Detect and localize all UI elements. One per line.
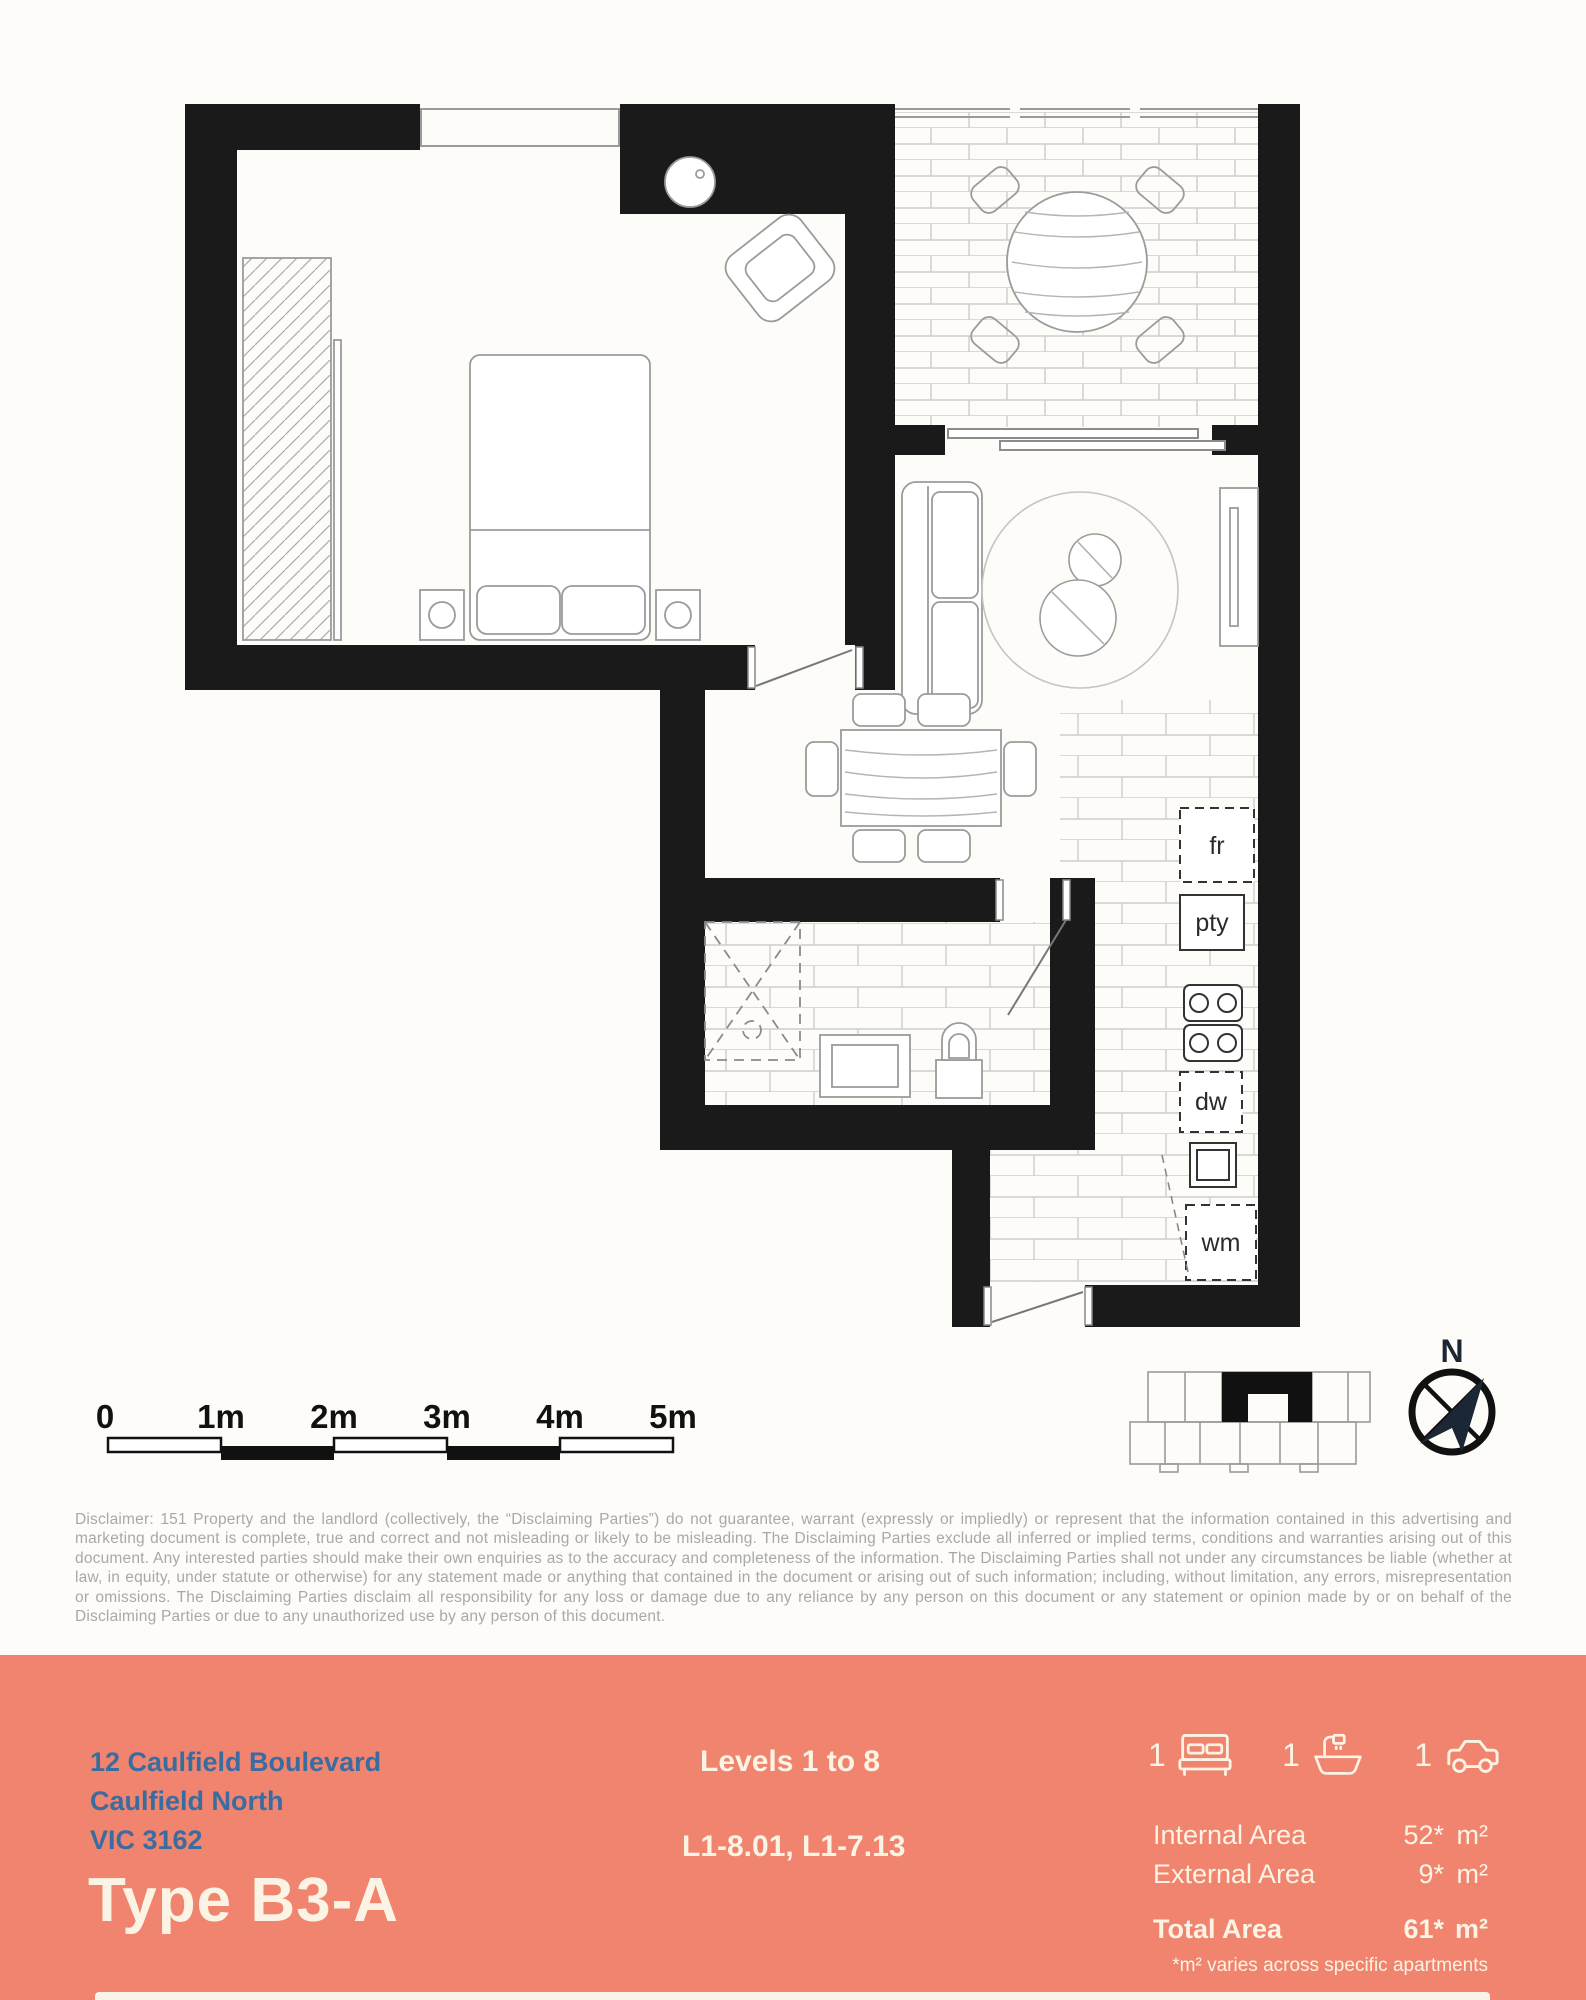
area-unit: m²	[1455, 1914, 1488, 1944]
bed	[470, 355, 650, 640]
area-value: 9*	[1418, 1859, 1444, 1889]
footer-panel	[0, 1655, 1586, 2000]
scale-bar	[96, 1398, 697, 1460]
entry-door	[984, 1287, 1092, 1325]
scale-label: 0	[95, 1398, 115, 1435]
key-plan-unit-highlight	[1222, 1372, 1312, 1422]
car-count: 1	[1414, 1736, 1432, 1773]
scale-label: 4m	[536, 1398, 584, 1435]
address-line: 12 Caulfield Boulevard	[90, 1747, 382, 1777]
sink	[1190, 1143, 1236, 1187]
area-label: Total Area	[1153, 1914, 1283, 1944]
coffee-tables	[1040, 534, 1121, 656]
car-count-item	[1414, 1732, 1500, 1778]
bedroom-count	[1148, 1731, 1232, 1779]
total-area-row	[1153, 1914, 1488, 1953]
bedroom-window	[420, 109, 620, 146]
area-value: 61*	[1403, 1914, 1444, 1944]
north-label: N	[1440, 1333, 1464, 1369]
internal-area-row	[1153, 1820, 1488, 1859]
balcony-table	[1007, 192, 1147, 332]
fridge-label: fr	[1209, 832, 1225, 860]
levels-label: Levels 1 to 8	[700, 1745, 881, 1778]
address-line: VIC 3162	[90, 1825, 203, 1855]
bath-count: 1	[1282, 1736, 1300, 1773]
sofa	[902, 482, 982, 714]
area-unit: m²	[1456, 1820, 1488, 1850]
north-arrow-icon	[1412, 1333, 1492, 1452]
balcony-sliding-door	[948, 429, 1225, 450]
bedroom-door	[748, 647, 863, 688]
key-plan	[1130, 1372, 1370, 1472]
toilet	[936, 1023, 982, 1098]
vanity	[820, 1035, 910, 1097]
wardrobe	[243, 258, 341, 640]
bed-count: 1	[1148, 1736, 1166, 1773]
scale-label: 3m	[423, 1398, 471, 1435]
scale-label: 1m	[197, 1398, 245, 1435]
dining-table	[841, 730, 1001, 826]
area-table	[1153, 1820, 1488, 1953]
area-value: 52*	[1403, 1820, 1444, 1850]
scale-label: 2m	[310, 1398, 358, 1435]
bedroom-side-table	[665, 157, 715, 207]
area-label: Internal Area	[1153, 1820, 1307, 1850]
address-line: Caulfield North	[90, 1786, 284, 1816]
page-bottom-strip	[95, 1992, 1490, 2000]
apartment-numbers: L1-8.01, L1-7.13	[682, 1830, 906, 1863]
dishwasher-label: dw	[1195, 1088, 1227, 1116]
car-icon	[1444, 1732, 1500, 1778]
area-label: External Area	[1153, 1859, 1316, 1889]
disclaimer-text: Disclaimer: 151 Property and the landlord (collectively, the “Disclaiming Parties”) do not guarantee, warrant (expressly or impliedly) or represent that the information contained in this advertising and marketing document is complete, true and correct and not misleading or likely to be misleading. The Disclaiming Parties exclude all inferred or implied terms, conditions and warranties arising out of this document. Any interested parties should make their own enquiries as to the accuracy and completeness of the information. The Disclaiming Parties shall not under any circumstances be liable (whether at law, in equity, under statute or otherwise) for any statement made or anything that contained in the document or arising out of such information; including, without limitation, any errors, misrepresentation or omissions. The Disclaiming Parties disclaim all responsibility for any loss or damage due to any reliance by any person on this document or any statement or opinion made by or on behalf of the Disclaiming Parties or due to any unauthorized use by any person of this document.	[75, 1510, 1512, 1625]
tv-unit	[1220, 488, 1258, 646]
area-unit: m²	[1456, 1859, 1488, 1889]
scale-label: 5m	[649, 1398, 697, 1435]
apartment-type-title: Type B3-A	[88, 1866, 400, 1935]
area-footnote: *m² varies across specific apartments	[1172, 1955, 1488, 1976]
bath-icon	[1312, 1731, 1364, 1779]
pantry-label: pty	[1195, 909, 1229, 937]
property-address	[90, 1743, 381, 1860]
bed-icon	[1178, 1731, 1232, 1779]
bathroom-count	[1282, 1731, 1364, 1779]
amenities-row	[1148, 1727, 1500, 1783]
external-area-row	[1153, 1859, 1488, 1898]
washing-machine-label: wm	[1201, 1229, 1241, 1257]
